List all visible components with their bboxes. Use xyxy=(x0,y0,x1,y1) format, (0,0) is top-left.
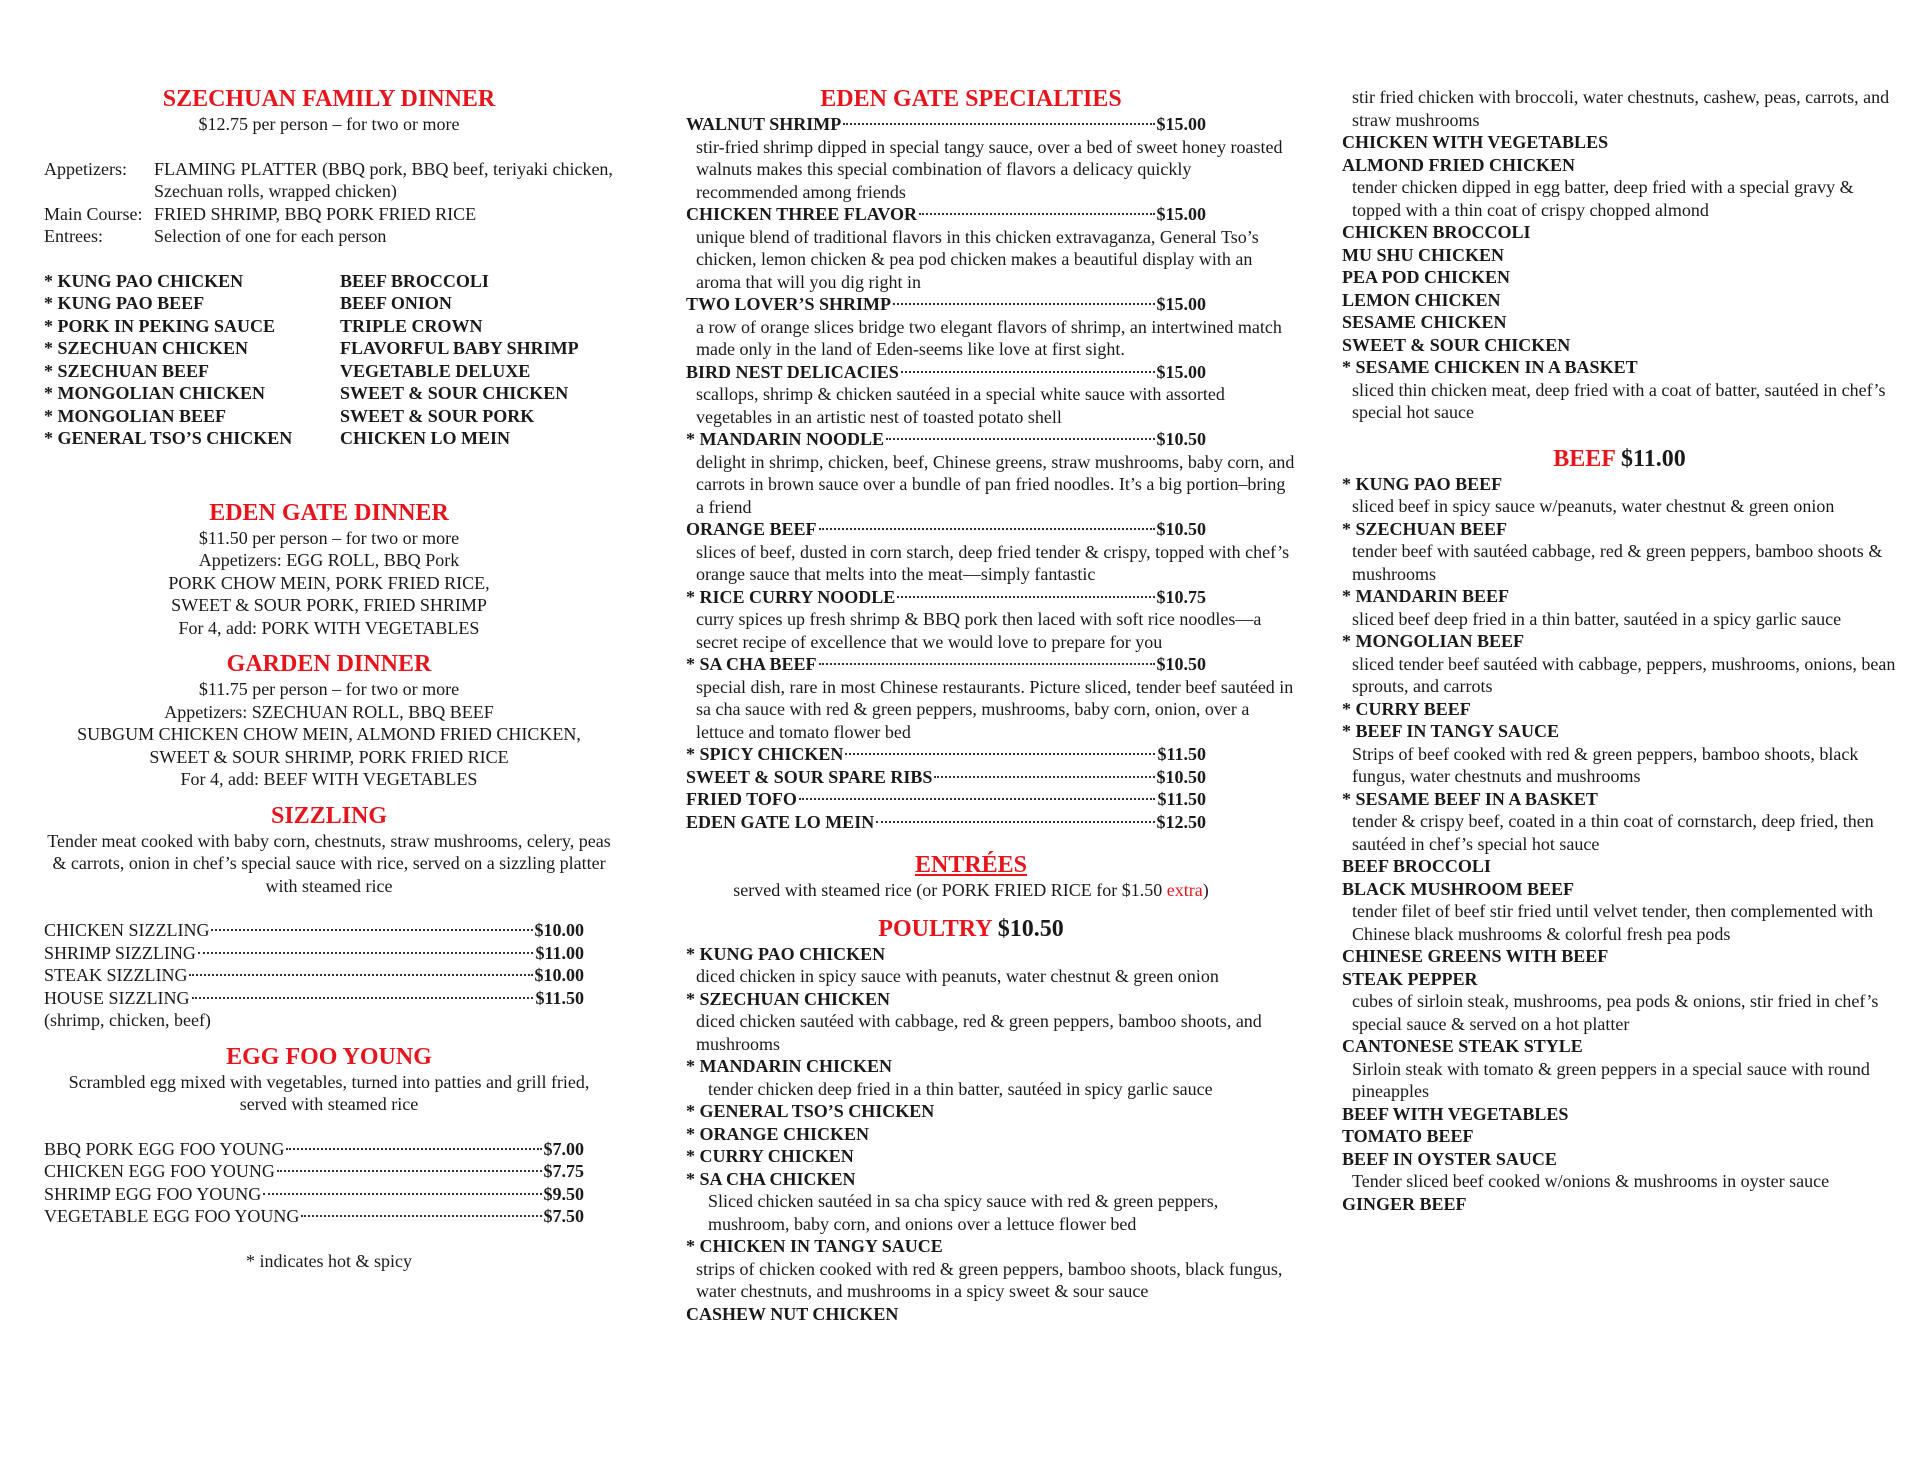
specialty-row xyxy=(686,293,1206,316)
dish-description: tender & crispy beef, coated in a thin coat of cornstarch, deep fried, then sautéed in chef’s special hot sauce xyxy=(1352,811,1874,854)
beef-title: BEEF xyxy=(1553,445,1616,472)
dotted-leader xyxy=(301,1215,541,1217)
specialty-name: CHICKEN THREE FLAVOR xyxy=(686,204,918,224)
egg-foo-young-description: Scrambled egg mixed with vegetables, turned into patties and grill fried, served with steamed rice xyxy=(68,1071,590,1114)
dish-name: BEEF WITH VEGETABLES xyxy=(1342,1103,1569,1124)
sizzling-note: (shrimp, chicken, beef) xyxy=(44,1010,211,1030)
menu-item-price: $11.50 xyxy=(535,987,584,1008)
menu-item-row xyxy=(44,919,584,942)
dish-name: * SA CHA CHICKEN xyxy=(686,1168,856,1189)
hot-spicy-footnote: * indicates hot & spicy xyxy=(246,1250,412,1271)
dotted-leader xyxy=(286,1148,541,1150)
dish-name: * KUNG PAO CHICKEN xyxy=(686,943,886,964)
entrees-note xyxy=(686,879,1296,902)
dish-name: * KUNG PAO BEEF xyxy=(1342,473,1503,494)
dish-name: * SESAME CHICKEN IN A BASKET xyxy=(1342,357,1638,377)
dish-name: PEA POD CHICKEN xyxy=(1342,267,1511,287)
dish-description: tender chicken dipped in egg batter, deep fried with a special gravy & topped with a thin coat of crispy chopped almond xyxy=(1352,177,1854,220)
dish-name: * SESAME BEEF IN A BASKET xyxy=(1342,788,1598,809)
detail-line: PORK CHOW MEIN, PORK FRIED RICE, xyxy=(168,572,490,593)
specialty-name: EDEN GATE LO MEIN xyxy=(686,811,875,832)
dotted-leader xyxy=(845,753,1155,755)
dotted-leader xyxy=(211,929,532,931)
specialty-row xyxy=(686,113,1206,136)
entree-option: * MONGOLIAN CHICKEN xyxy=(44,383,266,403)
menu-item-price: $10.00 xyxy=(534,965,584,985)
dish-name: * ORANGE CHICKEN xyxy=(686,1123,870,1144)
specialty-description: curry spices up fresh shrimp & BBQ pork then laced with soft rice noodles—a secret recipe of excellence that we would love to prepare for you xyxy=(696,609,1262,652)
dish-description: sliced thin chicken meat, deep fried with a coat of batter, sautéed in chef’s special hot sauce xyxy=(1352,379,1886,422)
menu-item-price: $7.50 xyxy=(543,1206,584,1226)
specialty-row xyxy=(686,653,1206,676)
entree-pair-row xyxy=(44,360,614,383)
specialty-name: WALNUT SHRIMP xyxy=(686,114,842,134)
specialty-price: $15.00 xyxy=(1156,294,1206,314)
dish-description: strips of chicken cooked with red & green peppers, bamboo shoots, black fungus, water chestnuts, and mushrooms in a spicy sweet & sour sauce xyxy=(696,1258,1283,1301)
dotted-leader xyxy=(934,776,1154,778)
menu-item-name: SHRIMP SIZZLING xyxy=(44,942,196,963)
menu-column-right xyxy=(1342,0,1897,1215)
entree-option: * SZECHUAN CHICKEN xyxy=(44,338,249,358)
specialty-name: * RICE CURRY NOODLE xyxy=(686,586,896,607)
szechuan-family-dinner-price: $12.75 per person – for two or more xyxy=(198,114,460,134)
dotted-leader xyxy=(189,974,532,976)
specialty-description: scallops, shrimp & chicken sautéed in a special white sauce with assorted vegetables in an artistic nest of toasted potato shell xyxy=(696,384,1225,427)
menu-item-price: $9.50 xyxy=(543,1183,584,1204)
menu-item-name: STEAK SIZZLING xyxy=(44,965,188,985)
appetizers-row xyxy=(44,158,614,203)
dotted-leader xyxy=(192,997,534,999)
detail-line: Appetizers: EGG ROLL, BBQ Pork xyxy=(198,550,460,570)
dish-name: SWEET & SOUR CHICKEN xyxy=(1342,334,1571,355)
entree-pair-row xyxy=(44,270,614,293)
entree-option: TRIPLE CROWN xyxy=(340,315,483,336)
specialty-price: $15.00 xyxy=(1156,361,1206,382)
menu-item-row xyxy=(44,942,584,965)
dotted-leader xyxy=(897,596,1154,598)
dish-name: MU SHU CHICKEN xyxy=(1342,244,1505,265)
dish-name: BEEF IN OYSTER SAUCE xyxy=(1342,1148,1557,1169)
dish-description: cubes of sirloin steak, mushrooms, pea pods & onions, stir fried in chef’s special sauce & served on a hot platter xyxy=(1352,991,1879,1034)
sizzling-description: Tender meat cooked with baby corn, chestnuts, straw mushrooms, celery, peas & carrots, onion in chef’s special sauce with rice, served on a sizzling platter with steamed rice xyxy=(47,830,611,896)
entrees-title: ENTRÉES xyxy=(914,852,1028,878)
dish-description: diced chicken in spicy sauce with peanuts, water chestnut & green onion xyxy=(696,966,1219,986)
dish-name: * MANDARIN BEEF xyxy=(1342,586,1510,606)
dish-name: * CURRY BEEF xyxy=(1342,698,1471,719)
dish-description: Sirloin steak with tomato & green peppers in a special sauce with round pineapples xyxy=(1352,1058,1870,1101)
dotted-leader xyxy=(198,952,534,954)
specialty-row xyxy=(686,788,1206,811)
specialty-row xyxy=(686,766,1206,789)
entrees-row xyxy=(44,225,614,248)
detail-line: SUBGUM CHICKEN CHOW MEIN, ALMOND FRIED CHICKEN, xyxy=(77,724,581,744)
main-course-value: FRIED SHRIMP, BBQ PORK FRIED RICE xyxy=(154,203,477,224)
entree-option: * MONGOLIAN BEEF xyxy=(44,405,227,426)
menu-item-name: CHICKEN SIZZLING xyxy=(44,920,210,940)
entree-pair-row xyxy=(44,292,614,315)
dotted-leader xyxy=(843,123,1154,125)
beef-heading xyxy=(1342,446,1897,473)
entree-option: CHICKEN LO MEIN xyxy=(340,428,511,448)
dish-name: CHICKEN WITH VEGETABLES xyxy=(1342,132,1609,152)
dish-description: tender chicken deep fried in a thin batter, sautéed in spicy garlic sauce xyxy=(708,1078,1213,1099)
menu-item-name: BBQ PORK EGG FOO YOUNG xyxy=(44,1138,285,1159)
dish-name: LEMON CHICKEN xyxy=(1342,289,1501,310)
dish-name: * MANDARIN CHICKEN xyxy=(686,1056,892,1076)
family-dinner-entree-list xyxy=(44,270,614,450)
main-course-row xyxy=(44,203,614,226)
entree-option: SWEET & SOUR CHICKEN xyxy=(340,383,569,403)
entree-option: * GENERAL TSO’S CHICKEN xyxy=(44,428,293,448)
entree-option: * SZECHUAN BEEF xyxy=(44,360,210,381)
entree-pair-row xyxy=(44,382,614,405)
entree-pair-row xyxy=(44,405,614,428)
entree-option: VEGETABLE DELUXE xyxy=(340,360,531,381)
appetizers-value: FLAMING PLATTER (BBQ pork, BBQ beef, teriyaki chicken, Szechuan rolls, wrapped chicken) xyxy=(154,158,613,201)
dish-description: Sliced chicken sautéed in sa cha spicy sauce with red & green peppers, mushroom, baby corn, and onions over a lettuce flower bed xyxy=(708,1191,1219,1234)
dotted-leader xyxy=(901,371,1155,373)
entree-option: * PORK IN PEKING SAUCE xyxy=(44,315,276,336)
specialty-description: delight in shrimp, chicken, beef, Chinese greens, straw mushrooms, baby corn, and carrots in brown sauce over a bundle of pan fried noodles. It’s a big portion–bring a friend xyxy=(696,451,1295,517)
detail-line: $11.50 per person – for two or more xyxy=(198,527,460,548)
entree-option: BEEF BROCCOLI xyxy=(340,270,489,291)
specialty-description: special dish, rare in most Chinese restaurants. Picture sliced, tender beef sautéed in sa cha sauce with red & green peppers, mushrooms, baby corn, onion, over a lettuce and tomato flower bed xyxy=(696,676,1294,742)
dotted-leader xyxy=(263,1193,541,1195)
menu-item-row xyxy=(44,1183,584,1206)
dish-description: diced chicken sautéed with cabbage, red & green peppers, bamboo shoots, and mushrooms xyxy=(696,1011,1262,1054)
entrees-note-close: ) xyxy=(1202,880,1209,900)
egg-foo-young-item-list xyxy=(44,1138,584,1228)
menu-item-name: HOUSE SIZZLING xyxy=(44,987,190,1008)
sizzling-item-list xyxy=(44,919,584,1009)
entree-option: FLAVORFUL BABY SHRIMP xyxy=(340,338,579,358)
dish-name: BEEF BROCCOLI xyxy=(1342,856,1491,876)
specialty-description: slices of beef, dusted in corn starch, deep fried tender & crispy, topped with chef’s orange sauce that melts into the meat—simply fantastic xyxy=(696,541,1290,584)
specialty-name: FRIED TOFO xyxy=(686,789,797,809)
menu-item-row xyxy=(44,1160,584,1183)
detail-line: Appetizers: SZECHUAN ROLL, BBQ BEEF xyxy=(164,701,494,722)
dotted-leader xyxy=(819,663,1155,665)
beef-price: $11.00 xyxy=(1621,445,1686,472)
dotted-leader xyxy=(919,213,1154,215)
menu-item-name: CHICKEN EGG FOO YOUNG xyxy=(44,1161,275,1181)
poultry-heading xyxy=(686,916,1296,943)
dish-description: tender filet of beef stir fried until velvet tender, then complemented with Chinese black mushrooms & colorful fresh pea pods xyxy=(1352,901,1874,944)
dish-description: sliced beef deep fried in a thin batter, sautéed in a spicy garlic sauce xyxy=(1352,608,1842,629)
entree-pair-row xyxy=(44,427,614,450)
menu-item-name: SHRIMP EGG FOO YOUNG xyxy=(44,1183,262,1204)
specialty-price: $10.75 xyxy=(1156,586,1206,607)
dotted-leader xyxy=(893,303,1154,305)
dish-name: GINGER BEEF xyxy=(1342,1193,1467,1214)
menu-item-row xyxy=(44,964,584,987)
dish-name: BLACK MUSHROOM BEEF xyxy=(1342,878,1575,899)
dish-name: * GENERAL TSO’S CHICKEN xyxy=(686,1101,935,1121)
dish-name: * CHICKEN IN TANGY SAUCE xyxy=(686,1236,943,1256)
szechuan-family-dinner-title: SZECHUAN FAMILY DINNER xyxy=(162,86,496,112)
menu-column-middle xyxy=(686,0,1296,1325)
dish-name: CASHEW NUT CHICKEN xyxy=(686,1303,899,1324)
dish-description: sliced beef in spicy sauce w/peanuts, water chestnut & green onion xyxy=(1352,496,1835,516)
specialty-row xyxy=(686,428,1206,451)
dish-description: Tender sliced beef cooked w/onions & mushrooms in oyster sauce xyxy=(1352,1171,1830,1191)
specialty-name: TWO LOVER’S SHRIMP xyxy=(686,294,892,314)
specialties-title: EDEN GATE SPECIALTIES xyxy=(820,86,1122,112)
entrees-label: Entrees: xyxy=(44,226,103,246)
specialty-name: ORANGE BEEF xyxy=(686,519,817,539)
specialty-row xyxy=(686,361,1206,384)
specialty-description: a row of orange slices bridge two elegant flavors of shrimp, an intertwined match made only in the land of Eden-seems like love at first sight. xyxy=(696,316,1282,359)
dish-name: * CURRY CHICKEN xyxy=(686,1146,854,1166)
dotted-leader xyxy=(886,438,1155,440)
menu-item-name: VEGETABLE EGG FOO YOUNG xyxy=(44,1206,300,1226)
dish-name: * SZECHUAN BEEF xyxy=(1342,518,1508,539)
dotted-leader xyxy=(799,798,1156,800)
dish-name: STEAK PEPPER xyxy=(1342,968,1478,989)
sizzling-title: SIZZLING xyxy=(270,802,388,829)
specialty-name: * MANDARIN NOODLE xyxy=(686,429,884,449)
specialty-price: $10.50 xyxy=(1156,654,1206,674)
specialties-item-list xyxy=(686,113,1296,833)
entree-pair-row xyxy=(44,337,614,360)
specialty-row xyxy=(686,203,1206,226)
garden-dinner-details xyxy=(44,678,614,791)
menu-item-price: $10.00 xyxy=(534,920,584,940)
poultry-item-list xyxy=(686,943,1296,1326)
poultry-continued-list xyxy=(1342,131,1897,424)
dish-name: * MONGOLIAN BEEF xyxy=(1342,631,1525,651)
specialty-name: * SA CHA BEEF xyxy=(686,654,817,674)
detail-line: For 4, add: BEEF WITH VEGETABLES xyxy=(180,769,478,789)
beef-item-list xyxy=(1342,473,1897,1216)
specialty-price: $12.50 xyxy=(1156,811,1206,832)
menu-item-price: $7.00 xyxy=(543,1138,584,1159)
dish-name: SESAME CHICKEN xyxy=(1342,312,1507,332)
menu-item-row xyxy=(44,1138,584,1161)
specialty-name: * SPICY CHICKEN xyxy=(686,744,844,764)
specialty-price: $11.50 xyxy=(1157,789,1206,809)
specialty-row xyxy=(686,518,1206,541)
dish-name: CANTONESE STEAK STYLE xyxy=(1342,1036,1583,1056)
dish-description: Strips of beef cooked with red & green peppers, bamboo shoots, black fungus, water chestnuts and mushrooms xyxy=(1352,743,1859,786)
dish-name: CHICKEN BROCCOLI xyxy=(1342,222,1531,242)
specialty-price: $15.00 xyxy=(1156,114,1206,134)
main-course-label: Main Course: xyxy=(44,203,143,224)
specialty-description: stir-fried shrimp dipped in special tangy sauce, over a bed of sweet honey roasted walnuts makes this special combination of flavors a delicacy quickly recommended among friends xyxy=(696,136,1283,202)
dotted-leader xyxy=(819,528,1155,530)
eden-gate-dinner-title: EDEN GATE DINNER xyxy=(209,499,449,526)
dish-description: sliced tender beef sautéed with cabbage, peppers, mushrooms, onions, bean sprouts, and carrots xyxy=(1352,653,1896,696)
menu-item-row xyxy=(44,1205,584,1228)
poultry-price: $10.50 xyxy=(997,915,1064,942)
detail-line: $11.75 per person – for two or more xyxy=(198,679,460,699)
egg-foo-young-title: EGG FOO YOUNG xyxy=(226,1043,432,1070)
specialty-name: SWEET & SOUR SPARE RIBS xyxy=(686,766,933,787)
menu-column-left xyxy=(44,0,614,1272)
entree-option: * KUNG PAO CHICKEN xyxy=(44,270,244,291)
specialty-price: $10.50 xyxy=(1156,519,1206,539)
garden-dinner-title: GARDEN DINNER xyxy=(226,651,432,677)
specialty-price: $15.00 xyxy=(1156,204,1206,224)
eden-gate-dinner-details xyxy=(44,527,614,640)
poultry-title: POULTRY xyxy=(878,915,992,942)
detail-line: SWEET & SOUR PORK, FRIED SHRIMP xyxy=(171,595,487,615)
entrees-note-extra: extra xyxy=(1166,880,1203,900)
entree-pair-row xyxy=(44,315,614,338)
specialty-name: BIRD NEST DELICACIES xyxy=(686,361,899,382)
dish-description: tender beef with sautéed cabbage, red & green peppers, bamboo shoots & mushrooms xyxy=(1352,541,1883,584)
dish-name: ALMOND FRIED CHICKEN xyxy=(1342,154,1576,175)
detail-line: SWEET & SOUR SHRIMP, PORK FRIED RICE xyxy=(149,746,509,767)
dish-name: CHINESE GREENS WITH BEEF xyxy=(1342,946,1609,966)
menu-item-price: $7.75 xyxy=(543,1161,584,1181)
specialty-description: unique blend of traditional flavors in this chicken extravaganza, General Tso’s chicken, lemon chicken & pea pod chicken makes a beautiful display with an aroma that will you dig right in xyxy=(696,226,1259,292)
specialty-price: $10.50 xyxy=(1156,429,1206,449)
entree-option: BEEF ONION xyxy=(340,293,452,313)
specialty-price: $10.50 xyxy=(1156,766,1206,787)
specialty-price: $11.50 xyxy=(1157,744,1206,764)
menu-item-price: $11.00 xyxy=(535,942,584,963)
specialty-row xyxy=(686,743,1206,766)
specialty-row xyxy=(686,811,1206,834)
menu-item-row xyxy=(44,987,584,1010)
entree-option: SWEET & SOUR PORK xyxy=(340,405,535,426)
entrees-note-text: served with steamed rice (or PORK FRIED RICE for $1.50 xyxy=(733,880,1167,900)
dish-name: * SZECHUAN CHICKEN xyxy=(686,988,891,1009)
appetizers-label: Appetizers: xyxy=(44,158,127,179)
dish-name: TOMATO BEEF xyxy=(1342,1126,1474,1146)
dotted-leader xyxy=(876,821,1154,823)
entree-option: * KUNG PAO BEEF xyxy=(44,293,205,313)
dotted-leader xyxy=(277,1170,542,1172)
cashew-nut-chicken-description: stir fried chicken with broccoli, water chestnuts, cashew, peas, carrots, and straw mushrooms xyxy=(1352,87,1890,130)
entrees-value: Selection of one for each person xyxy=(154,226,387,246)
detail-line: For 4, add: PORK WITH VEGETABLES xyxy=(178,617,480,638)
specialty-row xyxy=(686,586,1206,609)
dish-name: * BEEF IN TANGY SAUCE xyxy=(1342,721,1560,741)
